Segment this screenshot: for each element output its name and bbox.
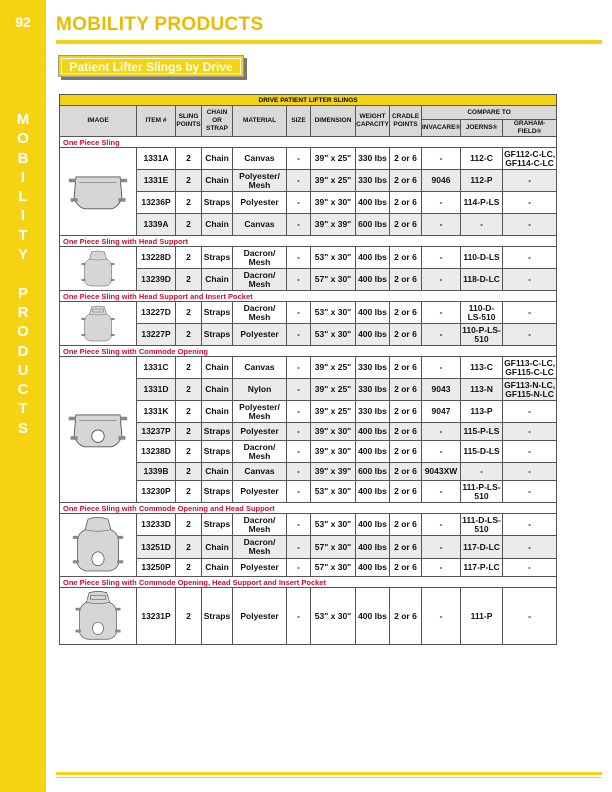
group-label: One Piece Sling with Head Support <box>60 236 557 247</box>
dimension: 53" x 30" <box>311 588 356 645</box>
sling-points: 2 <box>176 423 202 441</box>
invacare-equivalent: - <box>422 441 461 463</box>
cradle-points: 2 or 6 <box>390 214 422 236</box>
weight-capacity: 400 lbs <box>356 558 390 576</box>
invacare-equivalent: - <box>422 536 461 558</box>
material: Dacron/ Mesh <box>233 536 287 558</box>
material: Canvas <box>233 214 287 236</box>
page-title: MOBILITY PRODUCTS <box>56 14 264 35</box>
item-number: 13236P <box>137 192 176 214</box>
cradle-points: 2 or 6 <box>390 558 422 576</box>
weight-capacity: 330 lbs <box>356 379 390 401</box>
sidebar-letter: M <box>16 111 30 128</box>
material: Polyester <box>233 481 287 503</box>
material: Dacron/ Mesh <box>233 269 287 291</box>
size: - <box>287 357 311 379</box>
invacare-equivalent: 9046 <box>422 170 461 192</box>
weight-capacity: 330 lbs <box>356 357 390 379</box>
size: - <box>287 192 311 214</box>
sling-points: 2 <box>176 148 202 170</box>
graham-field-equivalent: - <box>503 423 557 441</box>
header-cradle-points: CRADLE POINTS <box>390 106 422 137</box>
size: - <box>287 247 311 269</box>
cradle-points: 2 or 6 <box>390 170 422 192</box>
cradle-points: 2 or 6 <box>390 423 422 441</box>
graham-field-equivalent: - <box>503 558 557 576</box>
group-label: One Piece Sling with Commode Opening and Head Support <box>60 503 557 514</box>
invacare-equivalent: - <box>422 269 461 291</box>
cradle-points: 2 or 6 <box>390 401 422 423</box>
dimension: 53" x 30" <box>311 302 356 324</box>
invacare-equivalent: - <box>422 423 461 441</box>
joerns-equivalent: 115-P-LS <box>461 423 503 441</box>
sling-points: 2 <box>176 536 202 558</box>
item-number: 13251D <box>137 536 176 558</box>
chain-or-strap: Chain <box>202 214 233 236</box>
chain-or-strap: Straps <box>202 481 233 503</box>
graham-field-equivalent: GF113-C-LC, GF115-C-LC <box>504 357 556 377</box>
sidebar-letter: D <box>17 342 29 360</box>
invacare-equivalent: - <box>422 148 461 170</box>
joerns-equivalent: 112-P <box>461 170 503 192</box>
cradle-points: 2 or 6 <box>390 148 422 170</box>
material: Dacron/ Mesh <box>233 247 287 269</box>
sling-points: 2 <box>176 357 202 379</box>
cradle-points: 2 or 6 <box>390 324 422 346</box>
group-row <box>60 503 557 514</box>
cradle-points: 2 or 6 <box>390 302 422 324</box>
sling-points: 2 <box>176 588 202 645</box>
sidebar-letter: O <box>17 130 29 148</box>
one-piece-sling-icon <box>60 148 137 236</box>
sling-points: 2 <box>176 481 202 503</box>
footer-rule-thin <box>56 777 602 778</box>
chain-or-strap: Chain <box>202 379 233 401</box>
header-dimension: DIMENSION <box>311 106 356 137</box>
cradle-points: 2 or 6 <box>390 463 422 481</box>
invacare-equivalent: - <box>422 302 461 324</box>
weight-capacity: 600 lbs <box>356 463 390 481</box>
weight-capacity: 400 lbs <box>356 247 390 269</box>
chain-or-strap: Chain <box>202 558 233 576</box>
group-label: One Piece Sling with Commode Opening <box>60 346 557 357</box>
chain-or-strap: Straps <box>202 247 233 269</box>
sidebar-letter: T <box>18 400 28 418</box>
group-row <box>60 236 557 247</box>
group-label: One Piece Sling <box>60 137 557 148</box>
sidebar-vertical-title <box>0 110 46 438</box>
sidebar-letter: L <box>18 188 28 206</box>
joerns-equivalent: 111-P-LS-510 <box>462 481 501 501</box>
size: - <box>287 423 311 441</box>
chain-or-strap: Straps <box>202 324 233 346</box>
sling-points: 2 <box>176 192 202 214</box>
item-number: 1331A <box>137 148 176 170</box>
size: - <box>287 441 311 463</box>
sidebar-letter: S <box>17 419 28 437</box>
joerns-equivalent: - <box>461 463 503 481</box>
graham-field-equivalent: - <box>503 441 557 463</box>
slings-table <box>59 94 557 645</box>
material: Nylon <box>233 379 287 401</box>
dimension: 39" x 30" <box>311 192 356 214</box>
graham-field-equivalent: - <box>503 536 557 558</box>
item-number: 13228D <box>137 247 176 269</box>
joerns-equivalent: 110-P-LS-510 <box>462 324 501 344</box>
dimension: 39" x 39" <box>311 214 356 236</box>
dimension: 39" x 25" <box>311 148 356 170</box>
invacare-equivalent: - <box>422 357 461 379</box>
invacare-equivalent: - <box>422 324 461 346</box>
dimension: 39" x 25" <box>311 170 356 192</box>
header-material: MATERIAL <box>233 106 287 137</box>
graham-field-equivalent: - <box>503 214 557 236</box>
item-number: 13227D <box>137 302 176 324</box>
cradle-points: 2 or 6 <box>390 514 422 536</box>
material: Dacron/ Mesh <box>233 514 287 536</box>
material: Polyester <box>233 423 287 441</box>
joerns-equivalent: 113-C <box>461 357 503 379</box>
item-number: 1331C <box>137 357 176 379</box>
dimension: 57" x 30" <box>311 558 356 576</box>
cradle-points: 2 or 6 <box>390 192 422 214</box>
dimension: 53" x 30" <box>311 481 356 503</box>
item-number: 13237P <box>137 423 176 441</box>
header-item: ITEM # <box>137 106 176 137</box>
header-graham-field: GRAHAM-FIELD® <box>503 120 557 137</box>
chain-or-strap: Straps <box>202 441 233 463</box>
commode-sling-icon <box>60 357 137 503</box>
chain-or-strap: Chain <box>202 536 233 558</box>
material: Canvas <box>233 148 287 170</box>
sidebar-letter: C <box>17 381 29 399</box>
joerns-equivalent: 113-N <box>461 379 503 401</box>
chain-or-strap: Chain <box>202 170 233 192</box>
weight-capacity: 400 lbs <box>356 324 390 346</box>
sling-points: 2 <box>176 463 202 481</box>
item-number: 13233D <box>137 514 176 536</box>
weight-capacity: 400 lbs <box>356 481 390 503</box>
graham-field-equivalent: - <box>503 247 557 269</box>
item-number: 1339B <box>137 463 176 481</box>
dimension: 39" x 30" <box>311 423 356 441</box>
sidebar-letter: B <box>17 149 29 167</box>
group-row <box>60 346 557 357</box>
joerns-equivalent: 111-P <box>461 588 503 645</box>
header-joerns: JOERNS® <box>461 120 503 137</box>
section-tab <box>58 55 244 77</box>
size: - <box>287 148 311 170</box>
chain-or-strap: Chain <box>202 269 233 291</box>
table-row <box>60 302 557 324</box>
invacare-equivalent: - <box>422 214 461 236</box>
group-label: One Piece Sling with Commode Opening, Head Support and Insert Pocket <box>60 577 557 588</box>
head-support-pocket-sling-icon <box>60 302 137 346</box>
item-number: 13231P <box>137 588 176 645</box>
sling-points: 2 <box>176 324 202 346</box>
item-number: 13227P <box>137 324 176 346</box>
item-number: 1331K <box>137 401 176 423</box>
item-number: 1331D <box>137 379 176 401</box>
graham-field-equivalent: GF113-N-LC, GF115-N-LC <box>504 379 556 399</box>
chain-or-strap: Chain <box>202 463 233 481</box>
weight-capacity: 330 lbs <box>356 148 390 170</box>
joerns-equivalent: 110-D-LS <box>461 247 503 269</box>
title-rule <box>56 40 602 44</box>
invacare-equivalent: - <box>422 481 461 503</box>
joerns-equivalent: - <box>461 214 503 236</box>
size: - <box>287 379 311 401</box>
material: Polyester <box>233 324 287 346</box>
weight-capacity: 330 lbs <box>356 401 390 423</box>
table-row <box>60 514 557 536</box>
header-chain-or-strap: CHAIN OR STRAP <box>202 106 233 137</box>
header-invacare: INVACARE® <box>422 120 461 137</box>
group-row <box>60 137 557 148</box>
size: - <box>287 401 311 423</box>
cradle-points: 2 or 6 <box>390 481 422 503</box>
graham-field-equivalent: - <box>503 463 557 481</box>
sling-points: 2 <box>176 247 202 269</box>
weight-capacity: 400 lbs <box>356 514 390 536</box>
invacare-equivalent: 9047 <box>422 401 461 423</box>
sling-points: 2 <box>176 558 202 576</box>
table-banner: DRIVE PATIENT LIFTER SLINGS <box>60 95 557 106</box>
weight-capacity: 400 lbs <box>356 423 390 441</box>
material: Polyester <box>233 192 287 214</box>
cradle-points: 2 or 6 <box>390 536 422 558</box>
header-image: IMAGE <box>60 106 137 137</box>
sling-points: 2 <box>176 170 202 192</box>
size: - <box>287 588 311 645</box>
chain-or-strap: Straps <box>202 588 233 645</box>
graham-field-equivalent: - <box>503 514 557 536</box>
dimension: 39" x 30" <box>311 441 356 463</box>
table-row <box>60 357 557 379</box>
graham-field-equivalent: - <box>503 192 557 214</box>
sidebar-letter: I <box>20 168 26 186</box>
item-number: 1331E <box>137 170 176 192</box>
dimension: 39" x 39" <box>311 463 356 481</box>
chain-or-strap: Chain <box>202 401 233 423</box>
sidebar-letter: T <box>18 226 28 244</box>
item-number: 13238D <box>137 441 176 463</box>
cradle-points: 2 or 6 <box>390 269 422 291</box>
graham-field-equivalent: - <box>503 269 557 291</box>
group-label: One Piece Sling with Head Support and Insert Pocket <box>60 291 557 302</box>
commode-head-pocket-sling-icon <box>60 588 137 645</box>
weight-capacity: 330 lbs <box>356 170 390 192</box>
sling-points: 2 <box>176 214 202 236</box>
size: - <box>287 558 311 576</box>
chain-or-strap: Straps <box>202 423 233 441</box>
joerns-equivalent: 113-P <box>461 401 503 423</box>
joerns-equivalent: 111-D-LS-510 <box>461 514 503 536</box>
invacare-equivalent: - <box>422 247 461 269</box>
size: - <box>287 324 311 346</box>
dimension: 39" x 25" <box>311 379 356 401</box>
chain-or-strap: Straps <box>202 514 233 536</box>
commode-head-support-sling-icon <box>60 514 137 577</box>
header-size: SIZE <box>287 106 311 137</box>
graham-field-equivalent: - <box>503 481 557 503</box>
sidebar <box>0 0 46 792</box>
chain-or-strap: Straps <box>202 302 233 324</box>
size: - <box>287 481 311 503</box>
page-header <box>56 14 602 36</box>
group-row <box>60 577 557 588</box>
dimension: 53" x 30" <box>311 247 356 269</box>
weight-capacity: 400 lbs <box>356 192 390 214</box>
dimension: 53" x 30" <box>311 324 356 346</box>
dimension: 53" x 30" <box>311 514 356 536</box>
joerns-equivalent: 110-D-LS-510 <box>461 302 503 324</box>
table-row <box>60 588 557 645</box>
dimension: 57" x 30" <box>311 536 356 558</box>
table-row <box>60 247 557 269</box>
material: Polyester <box>233 588 287 645</box>
material: Canvas <box>233 463 287 481</box>
weight-capacity: 600 lbs <box>356 214 390 236</box>
sidebar-letter: I <box>20 207 26 225</box>
invacare-equivalent: - <box>422 588 461 645</box>
material: Polyester/ Mesh <box>233 170 287 192</box>
graham-field-equivalent: - <box>503 324 557 346</box>
weight-capacity: 400 lbs <box>356 536 390 558</box>
dimension: 57" x 30" <box>311 269 356 291</box>
sling-points: 2 <box>176 401 202 423</box>
section-tab-label: Patient Lifter Slings by Drive <box>61 58 241 74</box>
graham-field-equivalent: GF112-C-LC, GF114-C-LC <box>504 148 556 168</box>
size: - <box>287 302 311 324</box>
material: Dacron/ Mesh <box>233 302 287 324</box>
size: - <box>287 170 311 192</box>
weight-capacity: 400 lbs <box>356 441 390 463</box>
joerns-equivalent: 112-C <box>461 148 503 170</box>
item-number: 13239D <box>137 269 176 291</box>
item-number: 13230P <box>137 481 176 503</box>
sling-points: 2 <box>176 441 202 463</box>
weight-capacity: 400 lbs <box>356 588 390 645</box>
sling-points: 2 <box>176 379 202 401</box>
joerns-equivalent: 114-P-LS <box>461 192 503 214</box>
joerns-equivalent: 115-D-LS <box>461 441 503 463</box>
material: Dacron/ Mesh <box>233 441 287 463</box>
cradle-points: 2 or 6 <box>390 379 422 401</box>
joerns-equivalent: 117-P-LC <box>461 558 503 576</box>
size: - <box>287 214 311 236</box>
dimension: 39" x 25" <box>311 357 356 379</box>
chain-or-strap: Straps <box>202 192 233 214</box>
dimension: 39" x 25" <box>311 401 356 423</box>
invacare-equivalent: - <box>422 192 461 214</box>
cradle-points: 2 or 6 <box>390 441 422 463</box>
graham-field-equivalent: - <box>503 401 557 423</box>
graham-field-equivalent: - <box>503 170 557 192</box>
header-weight-capacity: WEIGHT CAPACITY <box>356 106 390 137</box>
size: - <box>287 514 311 536</box>
sidebar-letter: R <box>17 303 29 321</box>
size: - <box>287 463 311 481</box>
size: - <box>287 269 311 291</box>
sidebar-letter: U <box>17 361 29 379</box>
chain-or-strap: Chain <box>202 148 233 170</box>
joerns-equivalent: 117-D-LC <box>461 536 503 558</box>
group-row <box>60 291 557 302</box>
sidebar-letter: Y <box>17 246 28 264</box>
sidebar-letter: P <box>17 284 28 302</box>
size: - <box>287 536 311 558</box>
cradle-points: 2 or 6 <box>390 588 422 645</box>
graham-field-equivalent: - <box>503 302 557 324</box>
chain-or-strap: Chain <box>202 357 233 379</box>
sling-points: 2 <box>176 302 202 324</box>
material: Canvas <box>233 357 287 379</box>
table-row <box>60 148 557 170</box>
item-number: 1339A <box>137 214 176 236</box>
material: Polyester <box>233 558 287 576</box>
item-number: 13250P <box>137 558 176 576</box>
header-sling-points: SLING POINTS <box>176 106 202 137</box>
invacare-equivalent: - <box>422 514 461 536</box>
sling-points: 2 <box>176 269 202 291</box>
footer-rule <box>56 772 602 775</box>
invacare-equivalent: 9043XW <box>422 463 461 481</box>
header-compare-to: COMPARE TO <box>422 106 557 120</box>
head-support-sling-icon <box>60 247 137 291</box>
material: Polyester/ Mesh <box>233 401 287 423</box>
sling-points: 2 <box>176 514 202 536</box>
weight-capacity: 400 lbs <box>356 302 390 324</box>
weight-capacity: 400 lbs <box>356 269 390 291</box>
sidebar-letter: O <box>17 323 29 341</box>
graham-field-equivalent: - <box>503 588 557 645</box>
cradle-points: 2 or 6 <box>390 247 422 269</box>
cradle-points: 2 or 6 <box>390 357 422 379</box>
invacare-equivalent: - <box>422 558 461 576</box>
joerns-equivalent: 118-D-LC <box>461 269 503 291</box>
page-number: 92 <box>15 14 31 30</box>
invacare-equivalent: 9043 <box>422 379 461 401</box>
